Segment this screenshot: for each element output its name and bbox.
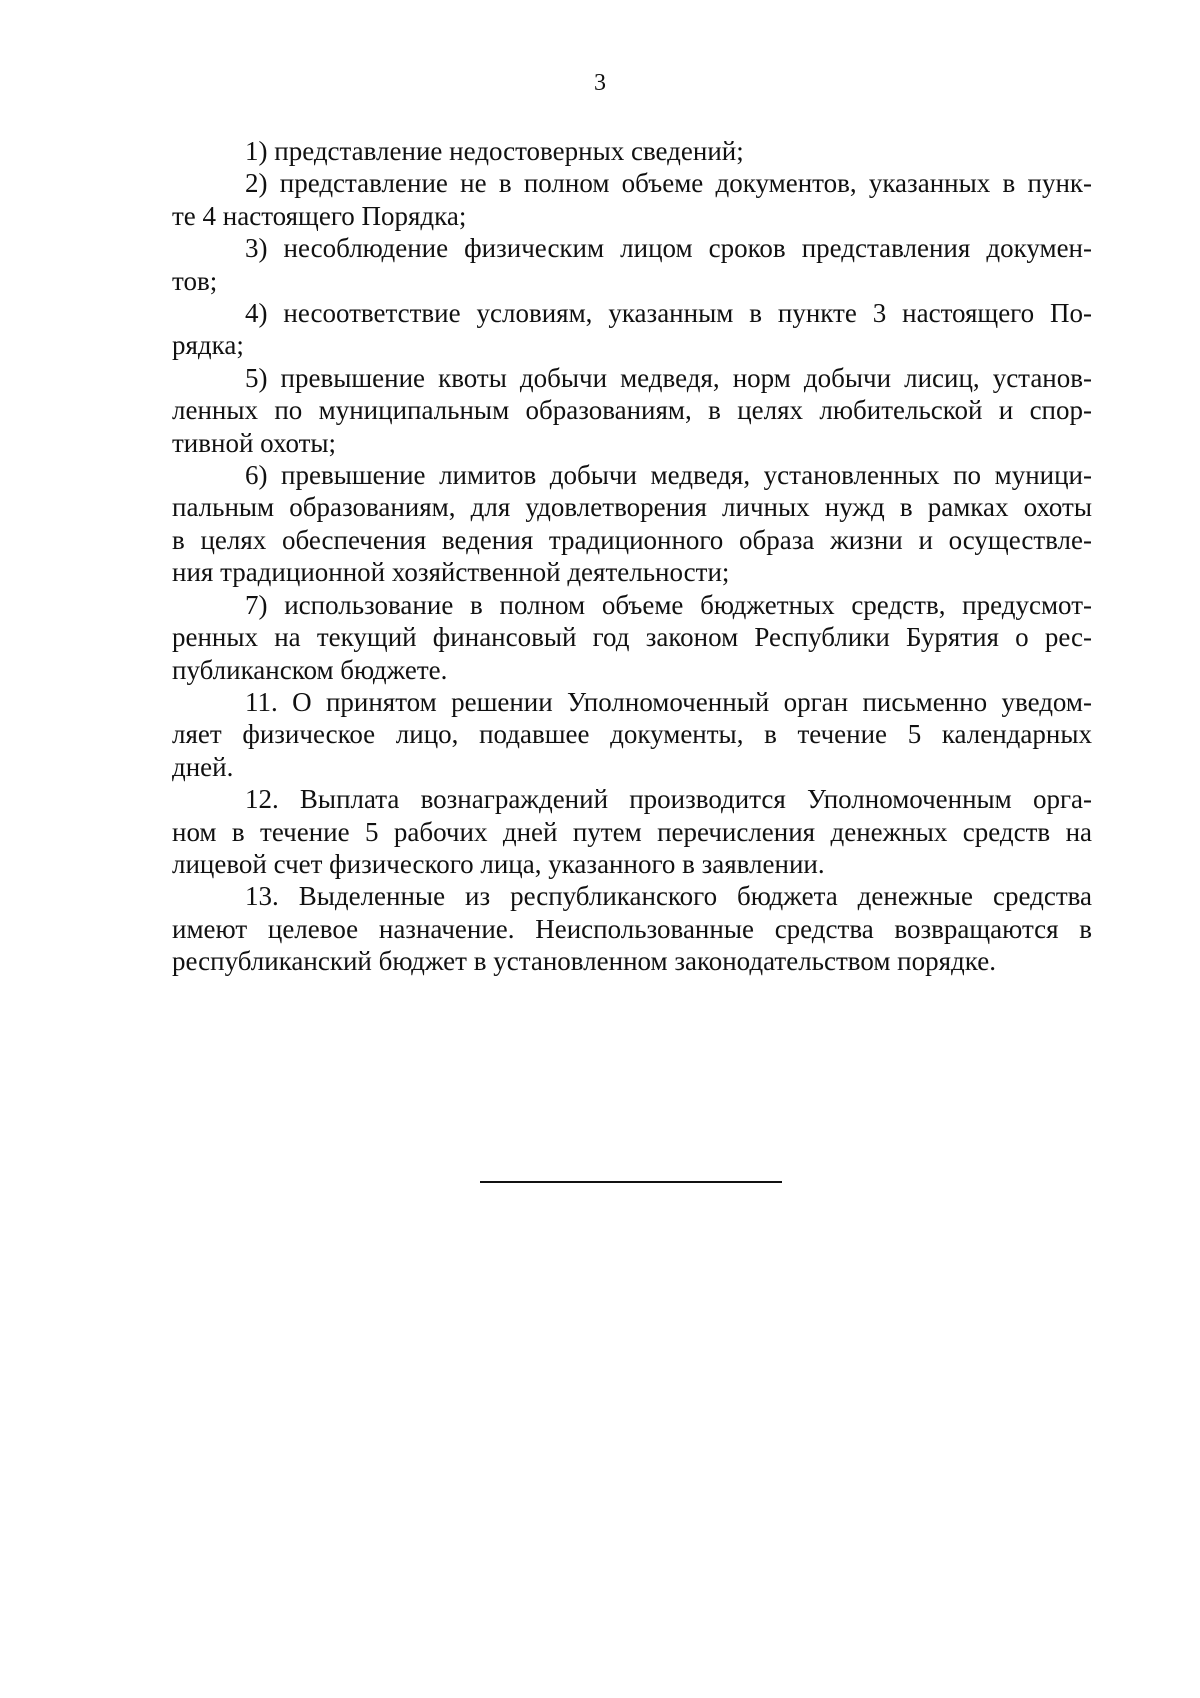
text-line: в целях обеспечения ведения традиционного образа жизни и осуществле- xyxy=(172,524,1092,555)
text-line: 12. Выплата вознаграждений производится Уполномоченным орга- xyxy=(245,784,1092,815)
text-line: 4) несоответствие условиям, указанным в пункте 3 настоящего По- xyxy=(245,298,1092,329)
separator-line xyxy=(480,1181,782,1183)
text-line: 13. Выделенные из республиканского бюджета денежные средства xyxy=(245,881,1092,912)
list-item-6 xyxy=(172,459,1092,589)
text-line: 2) представление не в полном объеме документов, указанных в пунк- xyxy=(245,168,1092,199)
text-line: 7) использование в полном объеме бюджетных средств, предусмот- xyxy=(245,589,1092,620)
text-line: ренных на текущий финансовый год законом Республики Бурятия о рес- xyxy=(172,622,1092,653)
clause-12 xyxy=(172,783,1092,880)
list-item-1 xyxy=(172,135,1092,167)
text-line: ном в течение 5 рабочих дней путем перечисления денежных средств на xyxy=(172,816,1092,847)
list-item-7 xyxy=(172,589,1092,686)
text-line: те 4 настоящего Порядка; xyxy=(172,200,467,231)
text-line: республиканский бюджет в установленном законодательством порядке. xyxy=(172,946,996,977)
text-line: ляет физическое лицо, подавшее документы, в течение 5 календарных xyxy=(172,719,1092,750)
text-line: 3) несоблюдение физическим лицом сроков представления докумен- xyxy=(245,233,1092,264)
text-line: пальным образованиям, для удовлетворения личных нужд в рамках охоты xyxy=(172,492,1092,523)
list-item-2 xyxy=(172,167,1092,232)
text-line: имеют целевое назначение. Неиспользованные средства возвращаются в xyxy=(172,913,1092,944)
text-line: 6) превышение лимитов добычи медведя, установленных по муници- xyxy=(245,460,1092,491)
text-line: ленных по муниципальным образованиям, в целях любительской и спор- xyxy=(172,395,1092,426)
text-line: рядка; xyxy=(172,330,244,361)
list-item-5 xyxy=(172,362,1092,459)
text-line: ния традиционной хозяйственной деятельности; xyxy=(172,557,730,588)
list-item-4 xyxy=(172,297,1092,362)
clause-13 xyxy=(172,880,1092,977)
text-line: публиканском бюджете. xyxy=(172,654,448,685)
text-line: 5) превышение квоты добычи медведя, норм добычи лисиц, установ- xyxy=(245,362,1092,393)
text-line: дней. xyxy=(172,751,234,782)
document-body xyxy=(172,135,1092,978)
page-number: 3 xyxy=(594,70,606,96)
clause-11 xyxy=(172,686,1092,783)
text-line: тивной охоты; xyxy=(172,427,337,458)
text-line: лицевой счет физического лица, указанного в заявлении. xyxy=(172,848,825,879)
list-item-3 xyxy=(172,232,1092,297)
text-line: тов; xyxy=(172,265,218,296)
text-line: 11. О принятом решении Уполномоченный орган письменно уведом- xyxy=(245,686,1092,717)
text-line: 1) представление недостоверных сведений; xyxy=(245,136,744,166)
